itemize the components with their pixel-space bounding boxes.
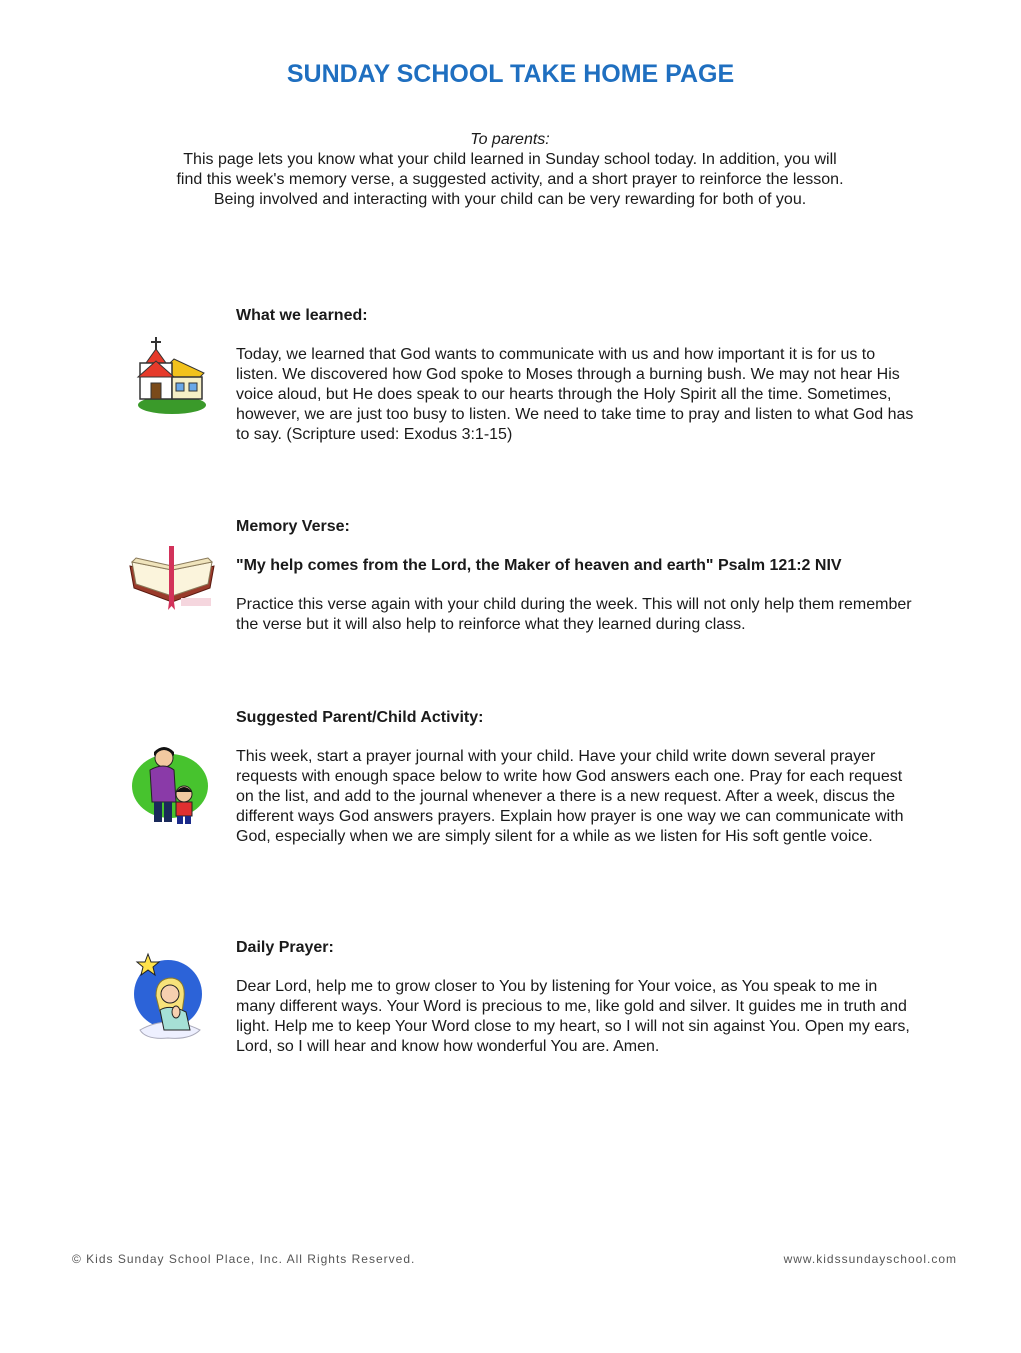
- praying-child-icon: [130, 952, 208, 1040]
- section-text: This week, start a prayer journal with your child. Have your child write down several prayer requests with enough space below to write how God answers each one. Pray for each request on the list, and add to the journal whenever a there is a new request. After a week, discus the different ways God answers prayers. Explain how prayer is one way we can communicate with God, especially when we are simply silent for a while as we listen for His soft gentle voice.: [236, 748, 904, 845]
- section-memory-verse: [236, 517, 916, 635]
- footer-website: www.kidssundayschool.com: [783, 1252, 957, 1266]
- section-what-we-learned: [236, 306, 916, 445]
- intro-block: [110, 130, 910, 210]
- section-text: Dear Lord, help me to grow closer to You by listening for Your voice, as You speak to me in many different ways. Your Word is precious to me, like gold and silver. It guides me in truth and light. Help me to keep Your Word close to my heart, so I will not sin against You. Open my ears, Lord, so I will hear and know how wonderful You are. Amen.: [236, 978, 910, 1055]
- section-text: Today, we learned that God wants to communicate with us and how important it is for us to listen. We discovered how God spoke to Moses through a burning bush. We may not hear His voice aloud, but He does speak to our hearts through the Holy Spirit all the time. Sometimes, however, we are just too busy to listen. We need to take time to pray and listen to what God has to say. (Scripture used: Exodus 3:1-15): [236, 346, 914, 443]
- intro-line: Being involved and interacting with your child can be very rewarding for both of you.: [213, 191, 807, 208]
- intro-line: This page lets you know what your child learned in Sunday school today. In addition, you will: [183, 151, 837, 168]
- section-heading: Suggested Parent/Child Activity:: [236, 709, 484, 726]
- parent-and-child-icon: [130, 744, 214, 828]
- memory-verse: "My help comes from the Lord, the Maker of heaven and earth" Psalm 121:2 NIV: [236, 557, 842, 574]
- section-heading: Memory Verse:: [236, 518, 350, 535]
- intro-heading: To parents:: [470, 131, 550, 148]
- section-heading: Daily Prayer:: [236, 939, 334, 956]
- footer-copyright: © Kids Sunday School Place, Inc. All Rights Reserved.: [72, 1252, 416, 1266]
- section-activity: [236, 708, 916, 847]
- section-heading: What we learned:: [236, 307, 368, 324]
- section-daily-prayer: [236, 938, 916, 1057]
- intro-line: find this week's memory verse, a suggested activity, and a short prayer to reinforce the lesson.: [176, 171, 844, 188]
- church-icon: [134, 333, 208, 415]
- page-title: SUNDAY SCHOOL TAKE HOME PAGE: [286, 60, 735, 88]
- open-bible-icon: [126, 540, 218, 612]
- section-text: Practice this verse again with your child during the week. This will not only help them remember the verse but it will also help to reinforce what they learned during class.: [236, 596, 912, 633]
